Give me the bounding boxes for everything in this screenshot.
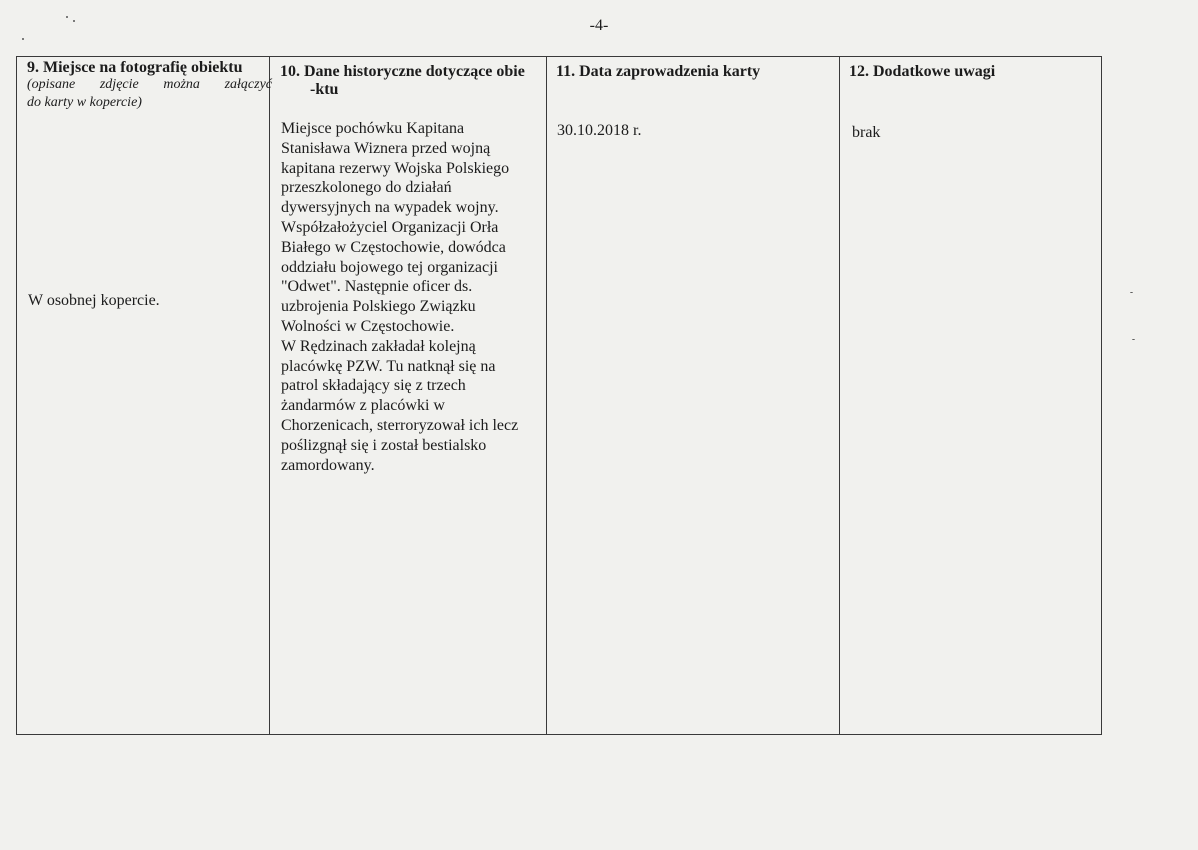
history-line: żandarmów z placówki w (281, 397, 445, 415)
page-number: -4- (589, 17, 609, 34)
scan-speck (22, 38, 24, 40)
photo-location-note (27, 76, 272, 112)
historical-data-cell (270, 57, 547, 735)
additional-notes-cell (840, 57, 1102, 735)
card-date-value: 30.10.2018 r. (557, 122, 642, 139)
history-line: Białego w Częstochowie, dowódca (281, 238, 506, 256)
scan-speck (1132, 339, 1135, 340)
photo-location-value: W osobnej kopercie. (28, 292, 160, 309)
photo-location-cell (17, 57, 270, 735)
additional-notes-value: brak (852, 124, 881, 141)
history-line: patrol składający się z trzech (281, 377, 466, 395)
record-card-table (16, 56, 1102, 735)
photo-note-line: (opisane zdjęcie można załączyć (27, 77, 272, 92)
history-line: "Odwet". Następnie oficer ds. (281, 278, 473, 296)
card-date-heading: 11. Data zaprowadzenia karty (556, 63, 761, 80)
history-line: uzbrojenia Polskiego Związku (281, 298, 476, 316)
history-line: Chorzenicach, sterroryzował ich lecz (281, 416, 519, 434)
historical-heading-line: -ktu (310, 81, 339, 98)
history-line: zamordowany. (281, 456, 375, 474)
history-line: placówkę PZW. Tu natknął się na (281, 357, 496, 375)
history-line: Współzałożyciel Organizacji Orła (281, 218, 499, 236)
photo-note-line: do karty w kopercie) (27, 95, 142, 110)
photo-location-heading: 9. Miejsce na fotografię obiektu (27, 59, 243, 76)
history-line: W Rędzinach zakładał kolejną (281, 337, 476, 355)
scan-speck (73, 20, 75, 22)
card-date-cell (547, 57, 840, 735)
history-line: Miejsce pochówku Kapitana (281, 120, 465, 137)
history-line: oddziału bojowego tej organizacji (281, 258, 498, 276)
history-line: kapitana rezerwy Wojska Polskiego (281, 159, 510, 177)
history-line: poślizgnął się i został bestialsko (281, 436, 487, 454)
history-line: dywersyjnych na wypadek wojny. (281, 199, 499, 217)
scan-speck (1130, 292, 1133, 293)
table-row (17, 57, 1102, 735)
history-line: Wolności w Częstochowie. (281, 317, 455, 335)
scan-speck (66, 16, 68, 18)
history-line: przeszkolonego do działań (281, 179, 452, 197)
historical-data-heading (280, 63, 550, 99)
history-line: Stanisława Wiznera przed wojną (281, 139, 491, 157)
historical-data-value (281, 119, 543, 475)
additional-notes-heading: 12. Dodatkowe uwagi (849, 63, 996, 80)
historical-heading-line: 10. Dane historyczne dotyczące obie (280, 63, 525, 80)
